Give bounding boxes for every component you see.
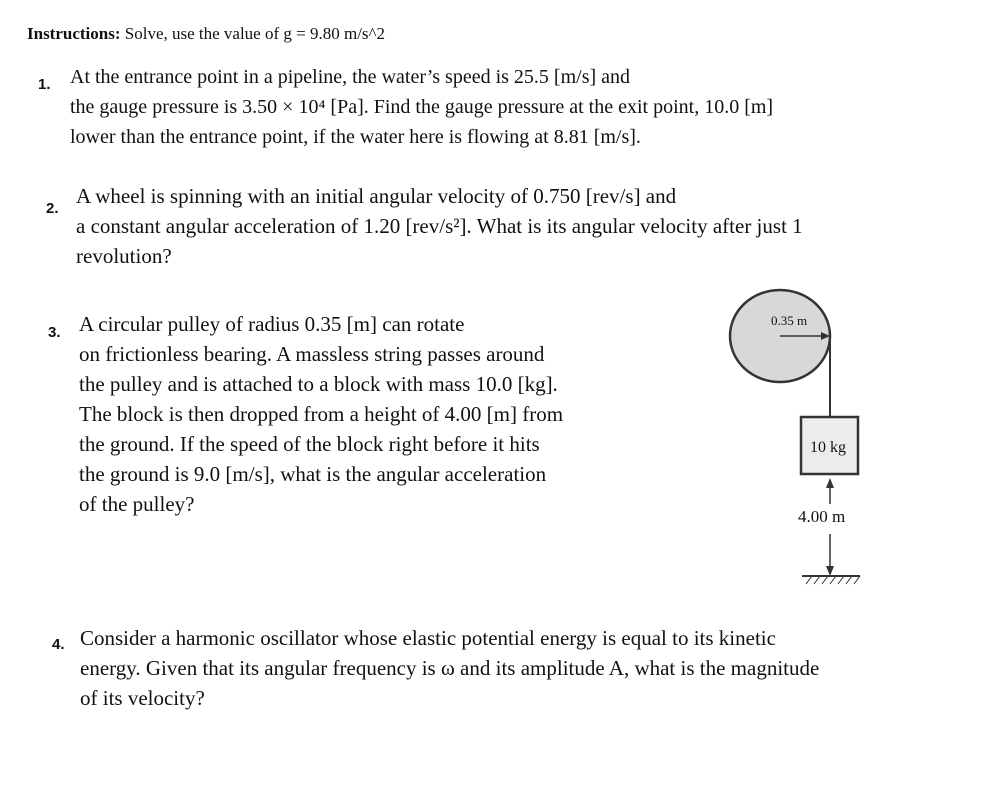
height-label: 4.00 m [798,507,846,526]
instructions [27,24,385,44]
problem-number: 4. [52,636,65,653]
problem-line: the pulley and is attached to a block with mass 10.0 [kg]. [79,372,558,396]
problem-line: the gauge pressure is 3.50 × 10⁴ [Pa]. Find the gauge pressure at the exit point, 10.0 [m] [70,96,774,118]
height-arrowhead-up [826,478,834,488]
problem-text [70,62,773,152]
problem-line: At the entrance point in a pipeline, the water’s speed is 25.5 [m/s] and [70,66,631,88]
radius-label: 0.35 m [771,313,808,328]
mass-label: 10 kg [810,439,846,456]
problem-line: the ground. If the speed of the block right before it hits [79,432,540,456]
problem-text [76,181,803,271]
problem-number: 1. [38,76,51,93]
pulley-figure [718,282,898,612]
ground-hatching [806,576,860,584]
pulley-diagram [718,282,898,612]
problem-line: The block is then dropped from a height of 4.00 [m] from [79,402,564,426]
problem-text [79,309,563,519]
problem-line: of its velocity? [80,686,205,710]
problem-line: the ground is 9.0 [m/s], what is the angular acceleration [79,462,547,486]
height-arrowhead-down [826,566,834,576]
instructions-text: Solve, use the value of g = 9.80 m/s^2 [124,24,386,43]
problem-line: A circular pulley of radius 0.35 [m] can rotate [79,312,465,336]
problem-line: a constant angular acceleration of 1.20 [rev/s²]. What is its angular velocity after just 1 [76,214,803,238]
problem-number: 2. [46,200,59,217]
problem-line: lower than the entrance point, if the water here is flowing at 8.81 [m/s]. [70,126,641,148]
problem-line: revolution? [76,244,172,268]
problem-line: A wheel is spinning with an initial angular velocity of 0.750 [rev/s] and [76,184,677,208]
problem-text [80,623,819,713]
problem-line: on frictionless bearing. A massless string passes around [79,342,545,366]
instructions-label: Instructions: [27,24,121,43]
problem-line: of the pulley? [79,492,195,516]
problem-number: 3. [48,324,61,341]
problem-line: Consider a harmonic oscillator whose elastic potential energy is equal to its kinetic [80,626,776,650]
problem-line: energy. Given that its angular frequency is ω and its amplitude A, what is the magnitude [80,656,820,680]
